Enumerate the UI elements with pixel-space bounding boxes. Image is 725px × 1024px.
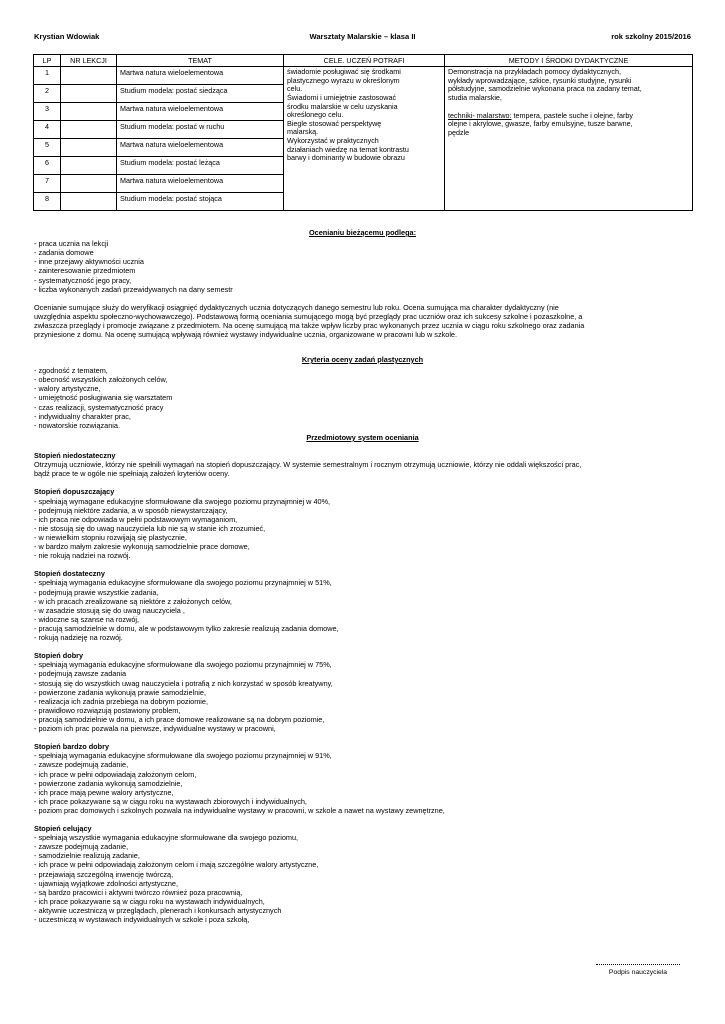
metody-line: Demonstracja na przykładach pomocy dydaktycznych, [448, 67, 621, 76]
grade-heading: Stopień niedostateczny [34, 451, 116, 461]
row-temat: Studium modela: postać leżąca [117, 157, 284, 175]
cele-line: malarską. [287, 127, 319, 137]
grade-item: - ich prace mają pewne walory artystyczne, [34, 787, 174, 797]
grade-item: - w ich pracach zrealizowane są niektóre z założonych celów, [34, 596, 232, 606]
section-ocenianiu [34, 228, 691, 339]
grade-item: - poziom ich prac pozwala na pierwsze, indywidualne wystawy w pracowni, [34, 724, 276, 734]
list-item: - czas realizacji, systematyczność pracy [34, 402, 164, 412]
list-item: - zadania domowe [34, 248, 94, 258]
grade-item: - spełniają wymagania edukacyjne sformułowane dla swojego poziomu przynajmniej w 51%, [34, 578, 332, 588]
grade-item: - powierzone zadania wykonują prawie samodzielnie, [34, 687, 206, 697]
row-nr-lekcji [61, 139, 117, 157]
list-item: - systematyczność jego pracy, [34, 275, 132, 285]
grade-item: - nie stosują się do uwag nauczyciela lub nie są w stanie ich zrozumieć, [34, 523, 266, 533]
grade-heading: Stopień dopuszczający [34, 487, 115, 497]
row-lp: 7 [34, 175, 61, 193]
cele-line: plastycznego wyrazu w określonym [287, 75, 400, 85]
list-item: - inne przejawy aktywności ucznia [34, 257, 144, 267]
list-item: - walory artystyczne, [34, 384, 101, 394]
paragraph-line: zwłaszcza przeglądy i promocje związane z przedmiotem. Na ocenę sumującą ma także wpływ liczby prac wykonanych przez ucznia w ciągu roku szkolnego oraz zadania [34, 320, 585, 330]
row-lp: 4 [34, 121, 61, 139]
section-title: Kryteria oceny zadań plastycznych [301, 355, 424, 364]
metody-cell [445, 67, 693, 211]
grade-item: - poziom prac domowych i szkolnych pozwala na indywidualne wystawy w pracowni, w szkole a nawet na wystawy zewnętrzne, [34, 805, 445, 815]
grade-item: - pracują samodzielnie w domu, a ich prace domowe realizowane są na dobrym poziomie, [34, 714, 325, 724]
cele-line: określonego celu. [287, 110, 344, 120]
row-temat: Martwa natura wieloelementowa [117, 139, 284, 157]
table-row [34, 67, 693, 85]
grade-item: bądź prace te w ogóle nie spełniają założeń kryteriów oceny. [34, 469, 230, 479]
grade-item: - przejawiają szczególną inwencję twórczą, [34, 869, 174, 879]
grade-item: - ich prace w pełni odpowiadają założonym celom, [34, 769, 197, 779]
row-lp: 1 [34, 67, 61, 85]
grade-heading: Stopień dobry [34, 651, 84, 661]
grade-item: - są bardzo pracowici i aktywni twórczo również poza pracownią, [34, 887, 243, 897]
row-nr-lekcji [61, 103, 117, 121]
row-lp: 6 [34, 157, 61, 175]
row-temat: Martwa natura wieloelementowa [117, 175, 284, 193]
col-header-nr-lekcji: NR LEKCJI [61, 55, 117, 67]
col-header-metody: METODY I ŚRODKI DYDAKTYCZNE [445, 55, 693, 67]
lesson-plan-table [33, 54, 693, 211]
cele-line: barwy i dominanty w budowie obrazu [287, 153, 405, 163]
list-item: - zgodność z tematem, [34, 366, 108, 376]
cele-line: Biegle stosować perspektywę [287, 118, 382, 128]
list-item: - nowatorskie rozwiązania. [34, 420, 120, 430]
list-item: - liczba wykonanych zadań przewidywanych na dany semestr [34, 284, 233, 294]
grade-item: - podejmują prawie wszystkie zadania, [34, 587, 159, 597]
row-temat: Studium modela: postać siedząca [117, 85, 284, 103]
grade-item: - widoczne są szanse na rozwój, [34, 614, 140, 624]
paragraph-line: Ocenianie sumujące służy do weryfikacji osiągnięć dydaktycznych ucznia dotyczących danego semestru lub roku. Ocena sumująca ma charakter dydaktyczny (nie [34, 302, 559, 312]
grade-item: - w zasadzie stosują się do uwag nauczyciela , [34, 605, 185, 615]
grade-heading: Stopień celujący [34, 824, 92, 834]
col-header-lp: LP [34, 55, 61, 67]
grade-item: - realizacja ich zadnia przebiega na dobrym poziomie, [34, 696, 208, 706]
grade-heading: Stopień bardzo dobry [34, 742, 109, 752]
row-nr-lekcji [61, 67, 117, 85]
grade-item: - podejmują niektóre zadania, a w sposób niewystarczający, [34, 505, 228, 515]
row-temat: Martwa natura wieloelementowa [117, 103, 284, 121]
signature-block [596, 964, 680, 977]
grade-item: - zawsze podejmują zadanie, [34, 842, 129, 852]
cele-line: celu. [287, 84, 303, 94]
row-temat: Studium modela: postać stojąca [117, 193, 284, 211]
row-lp: 3 [34, 103, 61, 121]
metody-line: półstudyjne, samodzielnie wykonana praca na zadany temat, [448, 84, 642, 94]
row-temat: Studium modela: postać w ruchu [117, 121, 284, 139]
list-item: - obecność wszystkich założonych celów, [34, 375, 168, 385]
row-nr-lekcji [61, 193, 117, 211]
techniki-label: techniki- malarstwo: [448, 110, 512, 120]
row-nr-lekcji [61, 85, 117, 103]
cele-line: Wykorzystać w praktycznych [287, 136, 379, 146]
paragraph-line: uwzględnia aspektu społeczno-wychowawczego). Podstawową formą oceniania sumującego mogą być przeglądy prac uczniów oraz ich sukcesy szkolne i pozaszkolne, a [34, 311, 583, 321]
document-title: Warsztaty Malarskie – klasa II [309, 32, 416, 41]
author-name: Krystian Wdowiak [34, 32, 100, 41]
row-nr-lekcji [61, 175, 117, 193]
list-item: - praca ucznia na lekcji [34, 239, 109, 249]
grade-item: - spełniają wszystkie wymagania edukacyjne sformułowane dla swojego poziomu, [34, 833, 299, 843]
row-temat: Martwa natura wieloelementowa [117, 67, 284, 85]
list-item: - zainteresowanie przedmiotem [34, 266, 136, 276]
grade-item: - spełniają wymagania edukacyjne sformułowane dla swojego poziomu przynajmniej w 75%, [34, 660, 332, 670]
cele-line: działaniach wiedzę na temat kontrastu [287, 144, 409, 154]
col-header-cele: CELE. UCZEŃ POTRAFI [284, 55, 445, 67]
grade-item: - uczestniczą w wystawach indywidualnych w szkole i poza szkołą, [34, 915, 250, 925]
metody-line: studia malarskie, [448, 92, 502, 102]
techniki-line: pędzle [448, 127, 470, 137]
grade-item: - w niewielkim stopniu rozwijają się plastycznie, [34, 532, 187, 542]
grade-item: - rokują nadzieję na rozwój. [34, 633, 123, 643]
paragraph-line: przyniesione z domu. Na ocenę sumującą wpływają również wystawy indywidualne ucznia, organizowane w pracowni lub w szkole. [34, 330, 458, 340]
grade-item: - ujawniają wyjątkowe zdolności artystyczne, [34, 878, 178, 888]
grade-item: - spełniają wymagane edukacyjne sformułowane dla swojego poziomu przynajmniej w 40%, [34, 496, 331, 506]
signature-line [596, 964, 680, 968]
cele-cell [284, 67, 445, 211]
table-header-row [34, 55, 693, 67]
grade-item: - podejmują zawsze zadania [34, 669, 127, 679]
section-title: Ocenianiu bieżącemu podlega: [308, 228, 417, 237]
grade-item: - samodzielnie realizują zadanie, [34, 851, 140, 861]
grade-item: - aktywnie uczestniczą w przeglądach, plenerach i konkursach artystycznych [34, 906, 282, 916]
school-year: rok szkolny 2015/2016 [611, 32, 691, 41]
row-lp: 5 [34, 139, 61, 157]
grade-item: - pracują samodzielnie w domu, ale w podstawowym tylko zakresie realizują zadania domowe, [34, 623, 339, 633]
grade-item: - ich prace pokazywane są w ciągu roku na wystawach indywidualnych, [34, 896, 265, 906]
section-title: Przedmiotowy system oceniania [306, 433, 419, 442]
section-system-oceniania [34, 433, 691, 924]
grade-item: - w bardzo małym zakresie wykonują samodzielnie prace domowe, [34, 542, 250, 552]
grade-item: - ich prace w pełni odpowiadają założonym celom i mają szczególne walory artystyczne, [34, 860, 319, 870]
grade-item: - stosują się do wszystkich uwag nauczyciela i potrafią z nich korzystać w sposób kreatywny, [34, 678, 333, 688]
row-nr-lekcji [61, 121, 117, 139]
row-lp: 2 [34, 85, 61, 103]
grade-item: - nie rokują nadziei na rozwój. [34, 551, 131, 561]
signature-label: Podpis nauczyciela [608, 969, 668, 976]
grade-item: - prawidłowo rozwiązują postawiony problem, [34, 705, 181, 715]
grade-item: - ich prace pokazywane są w ciągu roku na wystawach zbiorowych i indywidualnych, [34, 796, 307, 806]
cele-line: środku malarskie w celu uzyskania [287, 101, 398, 111]
list-item: - umiejętność posługiwania się warsztatem [34, 393, 173, 403]
col-header-temat: TEMAT [117, 55, 284, 67]
techniki-text: tempera, pastele suche i olejne, farby [511, 110, 633, 120]
grade-item: - ich praca nie odpowiada w pełni podstawowym wymaganiom, [34, 514, 238, 524]
cele-line: świadomie posługiwać się środkami [287, 67, 401, 76]
row-lp: 8 [34, 193, 61, 211]
grade-item: - powierzone zadania wykonują samodzielnie, [34, 778, 183, 788]
section-kryteria [34, 355, 691, 430]
grade-item: Otrzymują uczniowie, którzy nie spełnili wymagań na stopień dopuszczający. W systemie semestralnym i rocznym otrzymują uczniowie, którzy nie oddali większości prac, [34, 460, 582, 470]
metody-line: wykłady wprowadzające, szkice, rysunki studyjne, rysunki [448, 75, 632, 85]
cele-line: Świadomi i umiejętnie zastosować [287, 92, 397, 102]
techniki-line: olejne i akrylowe, gwasze, farby emulsyjne, tusze barwne, [448, 119, 633, 129]
row-nr-lekcji [61, 157, 117, 175]
grade-heading: Stopień dostateczny [34, 569, 105, 579]
grade-item: - spełniają wymagania edukacyjne sformułowane dla swojego poziomu przynajmniej w 91%, [34, 751, 332, 761]
document-header [34, 32, 691, 44]
grade-item: - zawsze podejmują zadanie, [34, 760, 129, 770]
list-item: - indywidualny charakter prac, [34, 411, 131, 421]
